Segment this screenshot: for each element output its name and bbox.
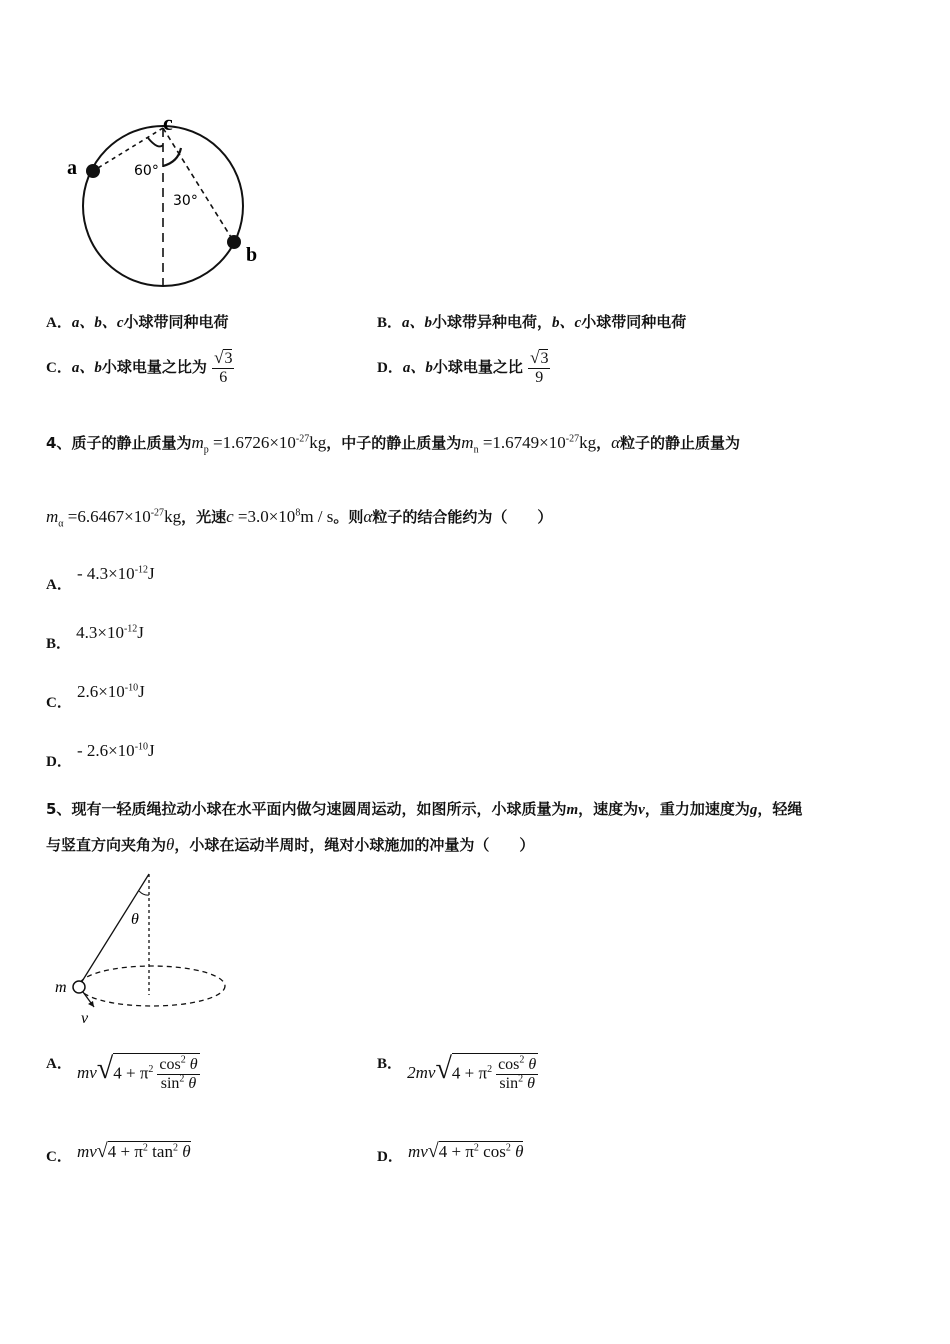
conical-pendulum-figure	[50, 870, 240, 1030]
fraction-sqrt3-over-9: $\frac{√3}{9}$	[530, 348, 549, 386]
q3-option-c[interactable]: C．a、b小球电量之比为 $\frac{√3}{6}$	[46, 348, 233, 386]
velocity-label: v	[81, 1010, 89, 1027]
q4-stem-line2: $m_\alpha =6.6467\times 10^{-27}kg$，光速$c =3.0\times 10^8m / s$。则α粒子的结合能约为（ ）	[46, 507, 553, 530]
q4-option-a[interactable]: A． - $4.3\times 10^{-12}J$	[46, 564, 155, 593]
q5-option-b[interactable]: B． $2mv√4 + \pi^2$ $\frac{\cos^2 \theta}{\sin^2 \theta}$	[377, 1052, 537, 1092]
q5-stem-line1: 5、现有一轻质绳拉动小球在水平面内做匀速圆周运动，如图所示，小球质量为m，速度为v，重力加速度为g，轻绳	[46, 800, 803, 818]
q4-stem-line1: 4、质子的静止质量为$m_p =1.6726\times 10^{-27}kg$，中子的静止质量为$m_n =1.6749\times 10^{-27}kg$，α粒子的静止质量为	[46, 433, 741, 456]
q3-option-d[interactable]: D．a、b小球电量之比 $\frac{√3}{9}$	[377, 348, 549, 386]
label-b: b	[246, 244, 258, 266]
angle-30: 30°	[173, 193, 198, 209]
q5-option-a[interactable]: A． $mv√4 + \pi^2$ $\frac{\cos^2 \theta}{\sin^2 \theta}$	[46, 1052, 198, 1092]
q3-option-b[interactable]: B．a、b小球带异种电荷，b、c小球带同种电荷	[377, 313, 687, 331]
q4-option-c[interactable]: C． $2.6\times 10^{-10}J$	[46, 682, 145, 711]
label-c: c	[163, 110, 173, 135]
circle-charges-figure	[60, 110, 280, 290]
mass-label: m	[55, 979, 67, 996]
fraction-sqrt3-over-6: $\frac{√3}{6}$	[214, 348, 233, 386]
q5-stem-line2: 与竖直方向夹角为θ，小球在运动半周时，绳对小球施加的冲量为（ ）	[46, 835, 535, 854]
q5-option-c[interactable]: C． $mv√4 + \pi^2$ $\tan^2 \theta$	[46, 1140, 191, 1165]
theta-label: θ	[131, 911, 139, 928]
q3-option-a[interactable]: A．a、b、c小球带同种电荷	[46, 313, 229, 331]
label-a: a	[67, 157, 77, 179]
q4-option-d[interactable]: D． - $2.6\times 10^{-10}J$	[46, 741, 155, 770]
angle-60: 60°	[134, 163, 159, 179]
q5-option-d[interactable]: D． $mv√4 + \pi^2$ $\cos^2 \theta$	[377, 1140, 524, 1165]
q4-option-b[interactable]: B． $4.3\times 10^{-12}J$	[46, 623, 144, 652]
